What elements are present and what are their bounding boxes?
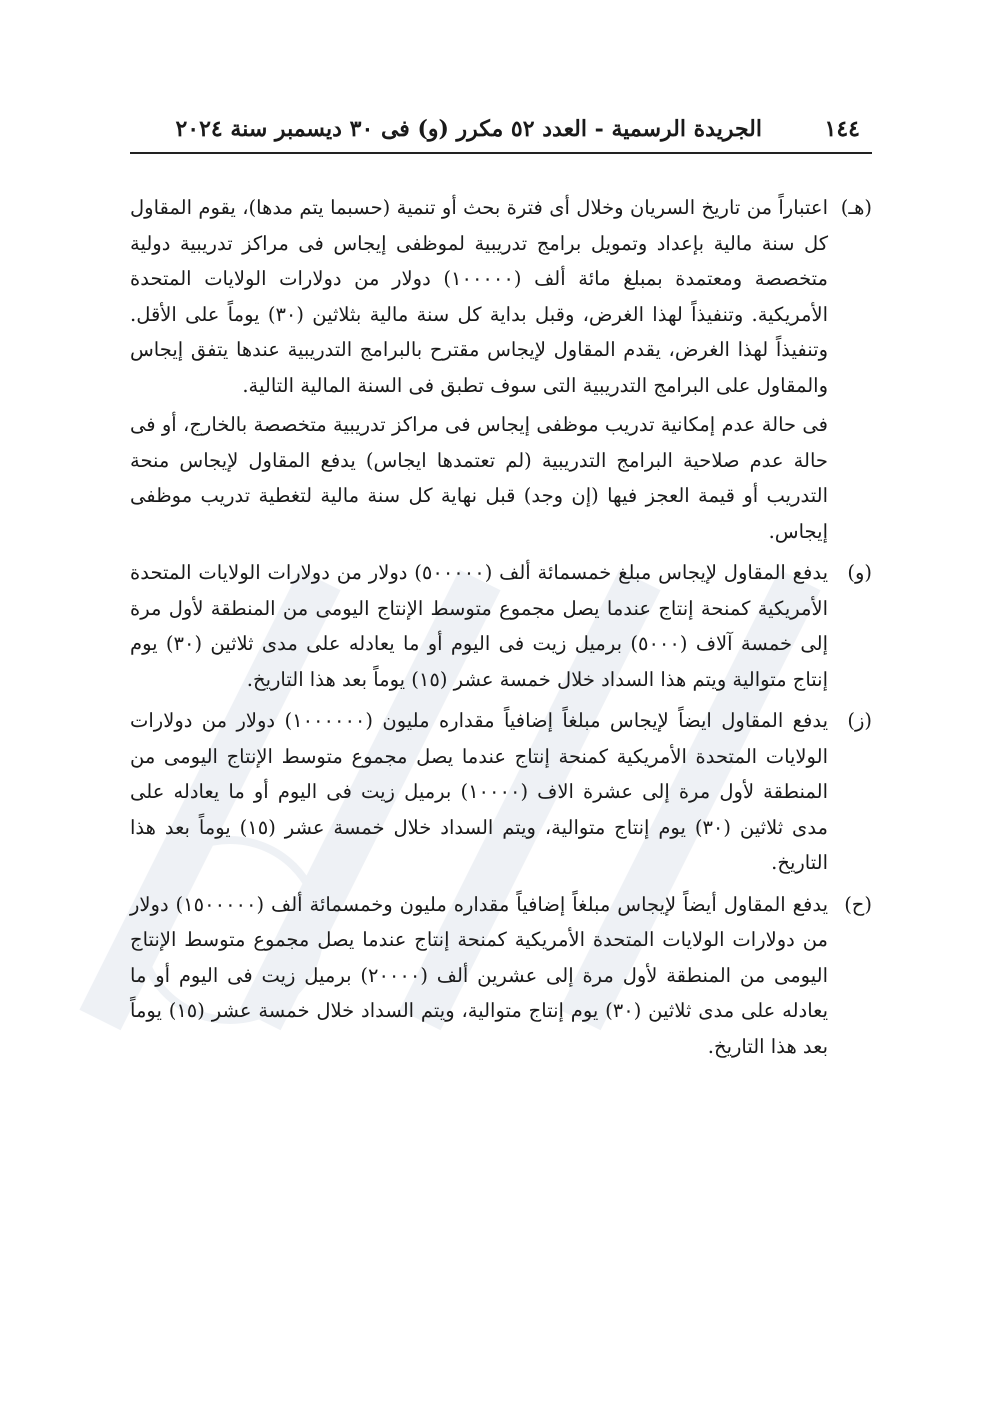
gazette-issue-title: الجريدة الرسمية - العدد ٥٢ مكرر (و) فى ٣٠ ديسمبر سنة ٢٠٢٤ xyxy=(175,116,762,142)
page-number: ١٤٤ xyxy=(824,116,860,142)
clause-z xyxy=(130,703,872,881)
clause-paragraph: اعتباراً من تاريخ السريان وخلال أى فترة بحث أو تنمية (حسبما يتم مدها)، يقوم المقاول كل سنة مالية بإعداد وتمويل برامج تدريبية لموظفى إيجاس فى مراكز تدريبية دولية متخصصة ومعتمدة بمبلغ مائة ألف (١٠٠٠٠٠) دولار من دولارات الولايات المتحدة الأمريكية. وتنفيذاً لهذا الغرض، وقبل بداية كل سنة مالية بثلاثين (٣٠) يوماً على الأقل. وتنفيذاً لهذا الغرض، يقدم المقاول لإيجاس مقترح بالبرامج التدريبية عندها يتفق إيجاس والمقاول على البرامج التدريبية التى سوف تطبق فى السنة المالية التالية. xyxy=(130,196,828,397)
clause-h2 xyxy=(130,887,872,1065)
document-body xyxy=(130,190,872,1070)
clause-marker: (ز) xyxy=(847,709,872,732)
page-header xyxy=(130,112,872,154)
clause-paragraph: يدفع المقاول أيضاً لإيجاس مبلغاً إضافياً مقداره مليون وخمسمائة ألف (١٥٠٠٠٠٠) دولار من دولارات الولايات المتحدة الأمريكية كمنحة إنتاج عندما يصل مجموع متوسط الإنتاج اليومى من المنطقة لأول مرة إلى عشرين ألف (٢٠٠٠٠) برميل زيت فى اليوم أو ما يعادله على مدى ثلاثين (٣٠) يوم إنتاج متوالية، ويتم السداد خلال خمسة عشر (١٥) يوماً بعد هذا التاريخ. xyxy=(130,892,829,1058)
clause-paragraph: فى حالة عدم إمكانية تدريب موظفى إيجاس فى مراكز تدريبية متخصصة بالخارج، أو فى حالة عدم صلاحية البرامج التدريبية (لم تعتمدها ايجاس) يدفع المقاول لإيجاس منحة التدريب أو قيمة العجز فيها (إن وجد) قبل نهاية كل سنة مالية لتغطية تدريب موظفى إيجاس. xyxy=(130,413,828,543)
clause-marker: (و) xyxy=(847,561,872,584)
clause-marker: (هـ) xyxy=(840,196,872,219)
clause-w xyxy=(130,555,872,697)
clause-h xyxy=(130,190,872,549)
clause-marker: (ح) xyxy=(844,892,872,916)
clause-paragraph: يدفع المقاول ايضاً لإيجاس مبلغاً إضافياً مقداره مليون (١٠٠٠٠٠٠) دولار من دولارات الولايات المتحدة الأمريكية كمنحة إنتاج عندما يصل مجموع متوسط الإنتاج اليومى من المنطقة لأول مرة إلى عشرة الاف (١٠٠٠٠) برميل زيت فى اليوم أو ما يعادله على مدى ثلاثين (٣٠) يوم إنتاج متوالية، ويتم السداد خلال خمسة عشر (١٥) يوماً بعد هذا التاريخ. xyxy=(130,709,828,874)
clause-paragraph: يدفع المقاول لإيجاس مبلغ خمسمائة ألف (٥٠٠٠٠٠) دولار من دولارات الولايات المتحدة الأمريكية كمنحة إنتاج عندما يصل مجموع متوسط الإنتاج اليومى من المنطقة لأول مرة إلى خمسة آلاف (٥٠٠٠) برميل زيت فى اليوم أو ما يعادله على مدى ثلاثين (٣٠) يوم إنتاج متوالية ويتم هذا السداد خلال خمسة عشر (١٥) يوماً بعد هذا التاريخ. xyxy=(130,561,829,691)
